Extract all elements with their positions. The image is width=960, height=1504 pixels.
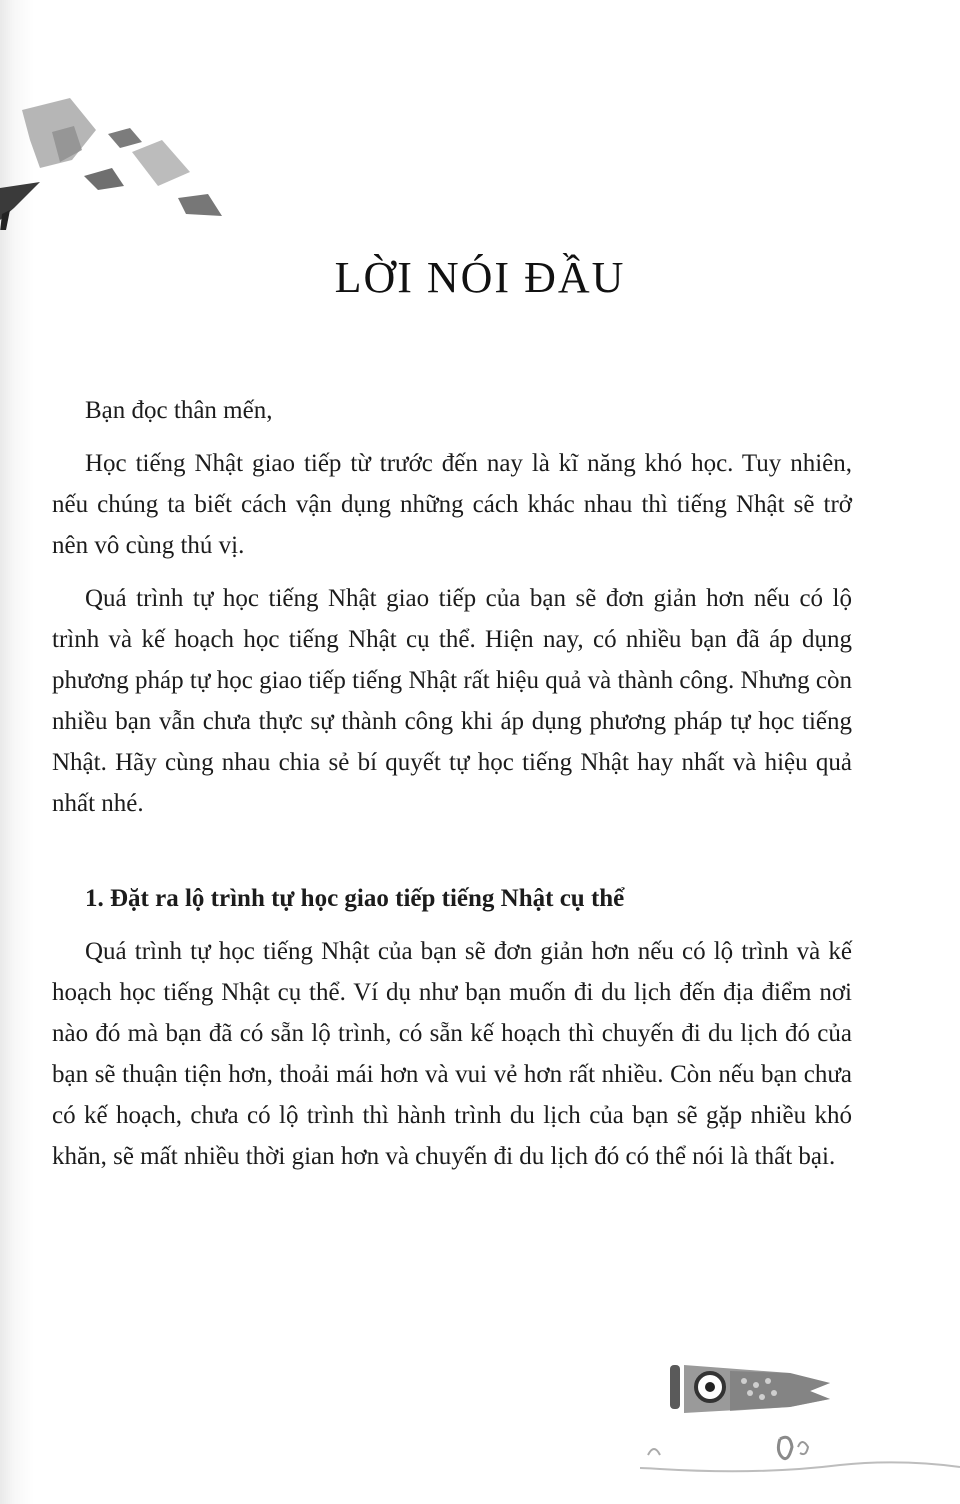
origami-fragments-decoration	[0, 90, 240, 230]
greeting-line: Bạn đọc thân mến,	[85, 397, 273, 424]
page-title: LỜI NÓI ĐẦU	[334, 253, 626, 302]
intro-paragraph: Học tiếng Nhật giao tiếp từ trước đến nay là kĩ năng khó học. Tuy nhiên, nếu chúng ta biết cách vận dụng những cách khác nhau thì tiếng Nhật sẽ trở nên vô cùng thú vị.	[52, 450, 852, 559]
page-content	[52, 390, 852, 1189]
section-heading: 1. Đặt ra lộ trình tự học giao tiếp tiếng Nhật cụ thể	[85, 885, 625, 912]
intro-paragraph: Quá trình tự học tiếng Nhật giao tiếp của bạn sẽ đơn giản hơn nếu có lộ trình và kế hoạch học tiếng Nhật cụ thể. Hiện nay, có nhiều bạn đã áp dụng phương pháp tự học giao tiếp tiếng Nhật rất hiệu quả và thành công. Nhưng còn nhiều bạn vẫn chưa thực sự thành công khi áp dụng phương pháp tự học tiếng Nhật. Hãy cùng nhau chia sẻ bí quyết tự học tiếng Nhật hay nhất và hiệu quả nhất nhé.	[52, 585, 852, 817]
carp-streamer-icon	[670, 1365, 830, 1413]
section-paragraph: Quá trình tự học tiếng Nhật của bạn sẽ đơn giản hơn nếu có lộ trình và kế hoạch học tiếng Nhật cụ thể. Ví dụ như bạn muốn đi du lịch đến địa điểm nơi nào đó mà bạn đã có sẵn lộ trình, có sẵn kế hoạch thì chuyến đi du lịch đó của bạn sẽ thuận tiện hơn, thoải mái hơn và vui vẻ hơn rất nhiều. Còn nếu bạn chưa có kế hoạch, chưa có lộ trình thì hành trình du lịch của bạn sẽ gặp nhiều khó khăn, sẽ mất nhiều thời gian hơn và chuyến đi du lịch đó có thể nói là thất bại.	[52, 938, 852, 1170]
koinobori-fish-decoration	[640, 1355, 960, 1504]
